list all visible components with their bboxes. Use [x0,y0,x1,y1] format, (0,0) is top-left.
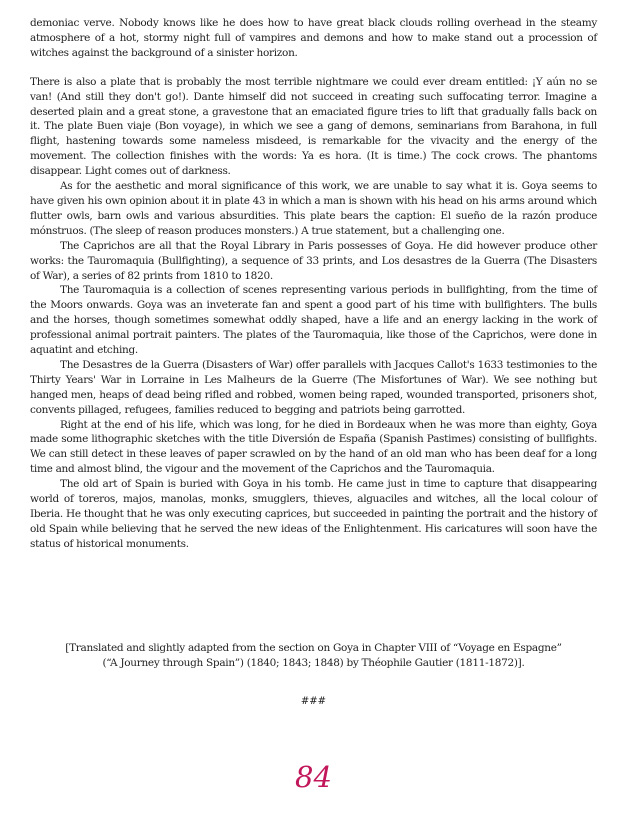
paragraph-6: The Desastres de la Guerra (Disasters of War) offer parallels with Jacques Callot's 1633 testimonies to the Thirty Years' War in Lorraine in Les Malheurs de la Guerre (The Misfortunes of War). We see nothing but hanged men, heaps of dead being rifled and robbed, women being raped, wounded transported, prisoners shot, convents pillaged, refugees, families reduced to begging and patriots being garrotted. [30,358,597,416]
paragraph-5: The Tauromaquia is a collection of scenes representing various periods in bullfighting, from the time of the Moors onwards. Goya was an inveterate fan and spent a good part of his time with bullfighters. The bulls and the horses, though sometimes somewhat oddly shaped, have a life and an energy lacking in the work of professional animal portrait painters. The plates of the Tauromaquia, like those of the Caprichos, were done in aquatint and etching. [30,284,597,357]
page-number: 84 [295,760,332,794]
paragraph-4: The Caprichos are all that the Royal Library in Paris possesses of Goya. He did however produce other works: the Tauromaquia (Bullfighting), a sequence of 33 prints, and Los desastres de la Guerra (The Disasters of War), a series of 82 prints from 1810 to 1820. [30,239,597,282]
paragraph-1: demoniac verve. Nobody knows like he does how to have great black clouds rolling overhead in the steamy atmosphere of a hot, stormy night full of vampires and demons and how to make stand out a procession of witches against the background of a sinister horizon. [30,17,597,59]
section-separator: ### [300,696,327,707]
paragraph-8: The old art of Spain is buried with Goya in his tomb. He came just in time to capture that disappearing world of toreros, majos, manolas, monks, smugglers, thieves, alguaciles and witches, all the local colour of Iberia. He thought that he was only executing caprices, but succeeded in painting the portrait and the history of old Spain while believing that he served the new ideas of the Enlightenment. His caricatures will soon have the status of historical monuments. [30,478,597,550]
source-note [60,641,567,671]
body-text [30,16,597,552]
source-note-text: [Translated and slightly adapted from the section on Goya in Chapter VIII of “Voyage en Espagne” (“A Journey through Spain”) (1840; 1843; 1848) by Théophile Gautier (1811-1872)]. [65,642,562,669]
paragraph-7: Right at the end of his life, which was long, for he died in Bordeaux when he was more than eighty, Goya made some lithographic sketches with the title Diversión de España (Spanish Pastimes) consisting of bullfights. We can still detect in these leaves of paper scrawled on by the hand of an old man who has been deaf for a long time and almost blind, the vigour and the movement of the Caprichos and the Tauromaquia. [30,418,597,476]
paragraph-3: As for the aesthetic and moral significance of this work, we are unable to say what it is. Goya seems to have given his own opinion about it in plate 43 in which a man is shown with his head on his arms around which flutter owls, barn owls and various absurdities. This plate bears the caption: El sueño de la razón produce mónstruos. (The sleep of reason produces monsters.) A true statement, but a challenging one. [30,180,597,237]
paragraph-2: There is also a plate that is probably the most terrible nightmare we could ever dream entitled: ¡Y aún no se van! (And still they don't go!). Dante himself did not succeed in creating such suffocating terror. Imagine a deserted plain and a great stone, a gravestone that an emaciated figure tries to lift that gradually falls back on it. The plate Buen viaje (Bon voyage), in which we see a gang of demons, seminarians from Barahona, in full flight, hastening towards some nameless misdeed, is remarkable for the vivacity and the energy of the movement. The collection finishes with the words: Ya es hora. (It is time.) The cock crows. The phantoms disappear. Light comes out of darkness. [30,75,597,178]
